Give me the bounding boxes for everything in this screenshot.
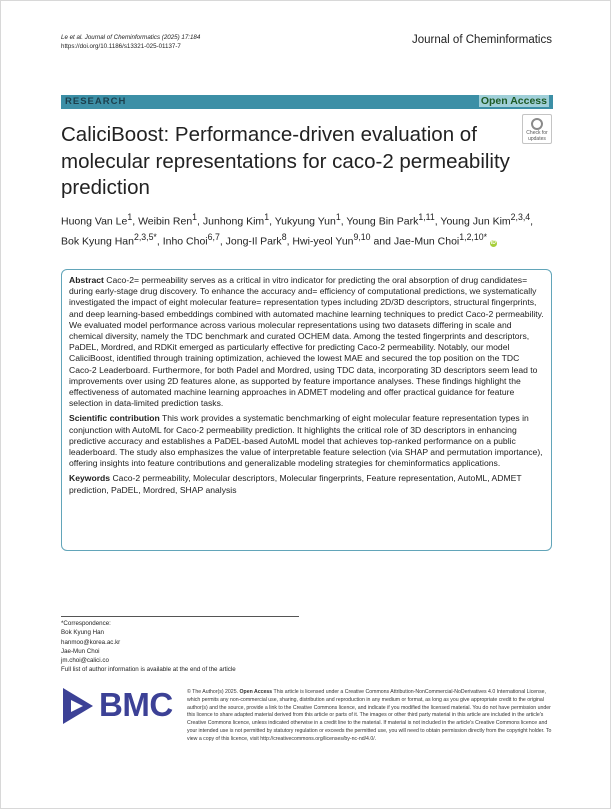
citation-volume: (2025) 17:184 xyxy=(161,34,201,41)
license-body: This article is licensed under a Creative Commons Attribution-NonCommercial-NoDerivatives 4.0 International License, which permits any non-commercial use, sharing, distribution and reproduction in any medium or format, as long as you give appropriate credit to the original author(s) and the source, provide a link to the Creative Commons licence, and indicate if you modified the licensed material. You do not have permission under this licence to share adapted material derived from this article or parts of it. The images or other third party material in this article are included in the article's Creative Commons licence, unless indicated otherwise in a credit line to the material. If material is not included in the article's Creative Commons licence and your intended use is not permitted by statutory regulation or exceeds the permitted use, you will need to obtain permission directly from the copyright holder. To view a copy of this licence, visit http://creativecommons.org/licenses/by-nc-nd/4.0/. xyxy=(187,689,552,742)
bmc-logo xyxy=(61,684,181,728)
citation-header xyxy=(61,34,200,51)
keywords-label: Keywords xyxy=(69,473,111,484)
journal-name: Journal of Cheminformatics xyxy=(412,34,552,46)
author-name[interactable]: Junhong Kim xyxy=(202,215,265,228)
author-list: Huong Van Le$^1$, Weibin Ren$^1$, Junhong Kim$^1$, Yukyung Yun$^1$, Young Bin Park$^{1,11}$, Young Jun Kim$^{2,3,4}$, Bok Kyung Han$^{2,3,5*}$, Inho Choi$^{6,7}$, Jong-Il Park$^8$, Hwi-yeol Yun$^{9,10}$ and Jae-Mun Choi$^{1,2,10*}$ iD xyxy=(61,212,534,248)
correspondence-block xyxy=(61,619,236,675)
abstract-text: Caco-2= permeability serves as a critical in vitro indicator for predicting the oral absorption of drug candidates= during early-stage drug discovery. To enhance the accuracy and= efficiency of computational predictions, we systematically investigated the impact of eight molecular feature= representation types including 2D/3D descriptors, structural fingerprints, and deep learning-based embeddings combined with automated machine learning techniques to predict Caco-2 permeability. We evaluated model performance across various molecular representations using two datasets differing in scale and chemical diversity, namely the TDC benchmark and curated OCHEM data. Among the tested fingerprints and descriptors, PaDEL, Mordred, and RDKit emerged as particularly effective for predicting Caco-2 permeability. Notably, our model CaliciBoost, identified through training optimization, achieved the lowest MAE and secured the top position on the TDC Caco-2 Leaderboard. Furthermore, for both Padel and Mordred, using TDC data, incorporating 3D descriptors seem lead to improvements over using 2D features alone, as supported by feature importance analyses. These findings highlight the effectiveness of automated machine learning approaches in ADMET modeling and offer practical guidance for feature selection in data-limited prediction tasks. xyxy=(69,275,544,409)
contribution-label: Scientific contribution xyxy=(69,413,160,424)
doi-link[interactable]: https://doi.org/10.1186/s13321-025-01137-7 xyxy=(61,42,181,50)
correspondence-heading: *Correspondence: xyxy=(61,620,111,627)
orcid-icon[interactable]: iD xyxy=(490,239,496,246)
keywords-paragraph xyxy=(69,473,544,495)
open-access-badge: Open Access xyxy=(480,95,547,107)
license-text xyxy=(187,689,553,744)
citation-authors: Le et al. Journal of Cheminformatics xyxy=(61,34,161,41)
bmc-logo-text: BMC xyxy=(99,686,173,723)
correspondence-email[interactable]: hanmoo@korea.ac.kr xyxy=(61,638,121,646)
check-for-updates-label: Check for updates xyxy=(526,130,548,142)
correspondence-email[interactable]: jm.choi@calici.co xyxy=(61,657,109,665)
author-name[interactable]: Jong-Il Park xyxy=(225,235,282,248)
correspondence-name: Bok Kyung Han xyxy=(61,629,104,637)
author-name[interactable]: Weibin Ren xyxy=(138,215,193,228)
author-name[interactable]: Hwi-yeol Yun xyxy=(292,235,354,248)
abstract-box xyxy=(61,269,552,551)
copyright: © The Author(s) 2025. xyxy=(187,689,239,695)
abstract-paragraph xyxy=(69,275,544,409)
contribution-paragraph xyxy=(69,413,544,469)
correspondence-name: Jae-Mun Choi xyxy=(61,647,100,655)
author-name[interactable]: Jae-Mun Choi xyxy=(393,235,460,248)
keywords-text: Caco-2 permeability, Molecular descriptors, Molecular fingerprints, Feature representation, AutoML, ADMET prediction, PaDEL, Mordred, SHAP analysis xyxy=(69,473,522,495)
abstract-label: Abstract xyxy=(69,275,104,285)
author-name[interactable]: Yukyung Yun xyxy=(274,215,336,228)
license-open-access: Open Access xyxy=(239,689,273,695)
author-name[interactable]: Young Jun Kim xyxy=(440,215,511,228)
section-label: RESEARCH xyxy=(65,96,127,107)
author-name[interactable]: Inho Choi xyxy=(162,235,208,248)
author-name[interactable]: Huong Van Le xyxy=(61,215,128,228)
article-title: CaliciBoost: Performance-driven evaluation of molecular representations for caco-2 permeability prediction xyxy=(61,123,510,199)
check-for-updates-button[interactable] xyxy=(522,114,552,144)
bmc-logo-mark-icon xyxy=(61,686,97,726)
author-info-footnote: Full list of author information is available at the end of the article xyxy=(61,666,236,674)
section-band xyxy=(61,95,553,109)
footnote-divider xyxy=(61,616,299,617)
update-icon xyxy=(531,118,543,130)
author-name[interactable]: Bok Kyung Han xyxy=(61,235,134,248)
author-name[interactable]: Young Bin Park xyxy=(346,215,419,228)
contribution-text: This work provides a systematic benchmarking of eight molecular feature representation types in conjunction with AutoML for Caco-2 permeability prediction. It highlights the critical role of 3D descriptors in enhancing predictive accuracy and establishes a PaDEL-based AutoML model that achieves top-ranked performance on a public leaderboard. The study also emphasizes the value of interpretable feature selection (via SHAP and permutation importance), offering insights into feature contributions and generalizable modeling strategies for cheminformatics applications. xyxy=(69,413,543,469)
